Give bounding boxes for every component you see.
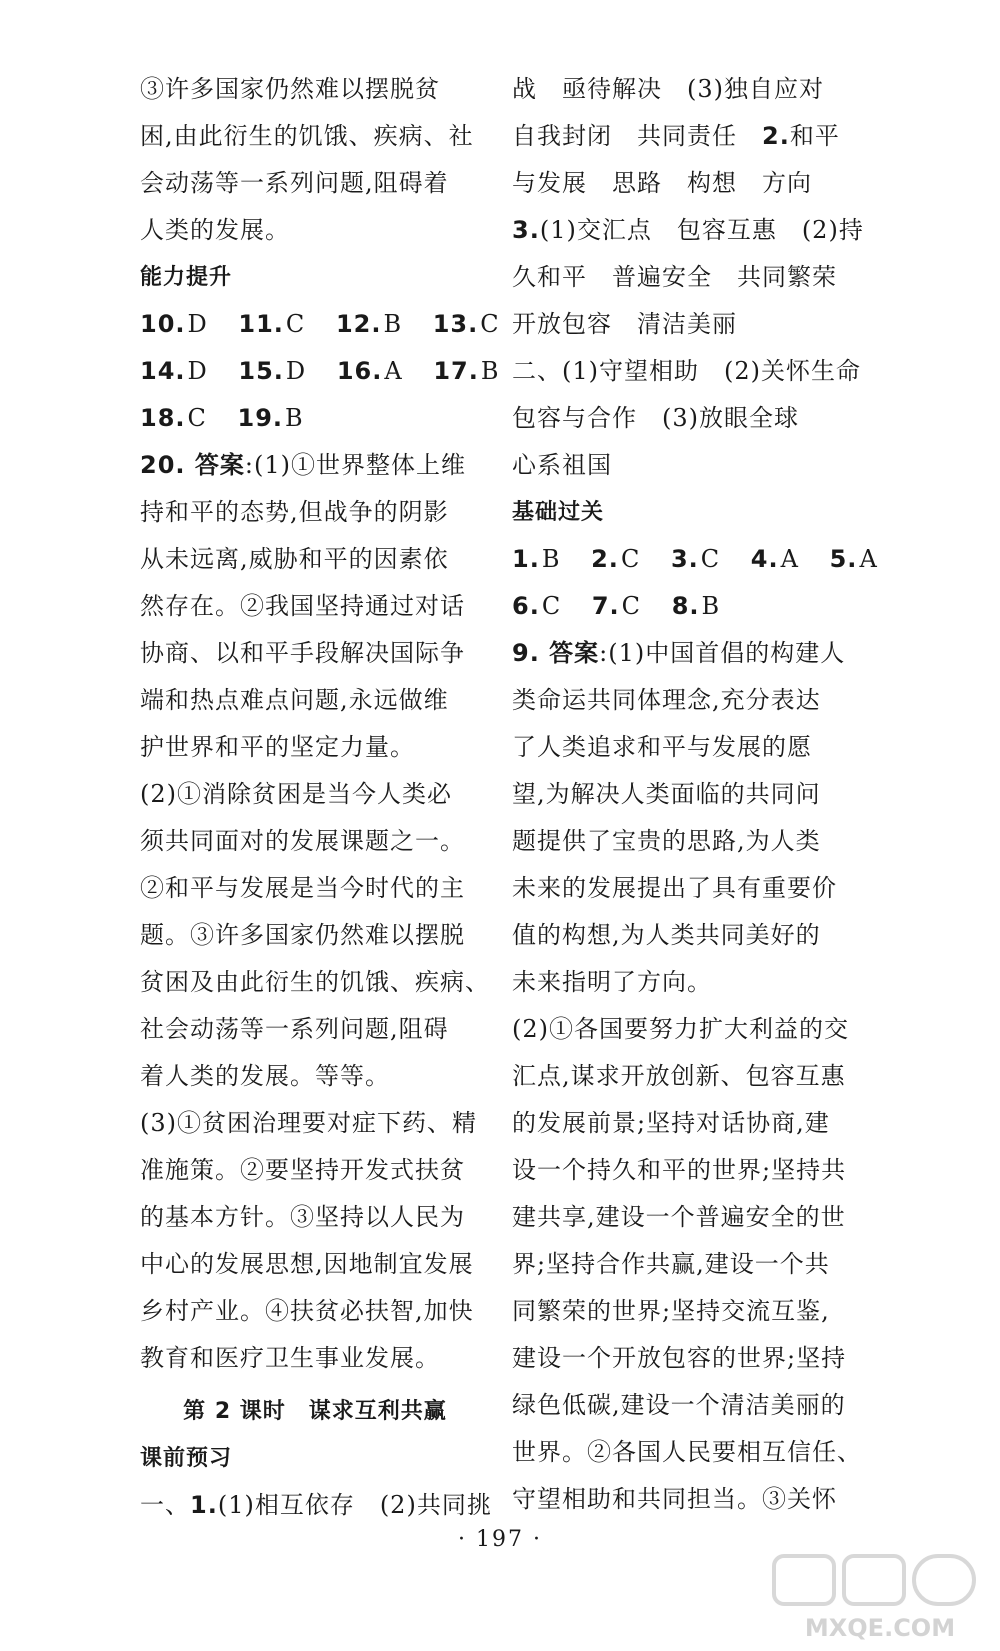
answer-row: 18.C 19.B <box>140 404 304 432</box>
text-line: (2)①消除贫困是当今人类必 <box>140 780 452 808</box>
text-line: 了人类追求和平与发展的愿 <box>512 733 812 761</box>
text-line: 心系祖国 <box>512 451 612 479</box>
text-line: 然存在。②我国坚持通过对话 <box>140 592 465 620</box>
text-line: 值的构想,为人类共同美好的 <box>512 921 821 949</box>
watermark-text: MXQE.COM <box>804 1614 956 1642</box>
text-line: 持和平的态势,但战争的阴影 <box>140 498 449 526</box>
text-line: 护世界和平的坚定力量。 <box>140 733 415 761</box>
text-line: 教育和医疗卫生事业发展。 <box>140 1344 440 1372</box>
text-line: 的基本方针。③坚持以人民为 <box>140 1203 465 1231</box>
text-line: 世界。②各国人民要相互信任、 <box>512 1438 862 1466</box>
question-20-first-line: 20. 答案:(1)①世界整体上维 <box>140 451 466 479</box>
section-heading-preview: 课前预习 <box>140 1446 233 1471</box>
text-line: 社会动荡等一系列问题,阻碍 <box>140 1015 449 1043</box>
text-line: 守望相助和共同担当。③关怀 <box>512 1485 837 1513</box>
answer-row: 6.C 7.C 8.B <box>512 592 721 620</box>
text-line: 建共享,建设一个普遍安全的世 <box>512 1203 846 1231</box>
text-line: 同繁荣的世界;坚持交流互鉴, <box>512 1297 830 1325</box>
text-line: 题。③许多国家仍然难以摆脱 <box>140 921 465 949</box>
text-line: 从未远离,威胁和平的因素依 <box>140 545 449 573</box>
text-line: 与发展 思路 构想 方向 <box>512 169 812 197</box>
text-line: 端和热点难点问题,永远做维 <box>140 686 449 714</box>
text-line: 绿色低碳,建设一个清洁美丽的 <box>512 1391 846 1419</box>
text-line: 协商、以和平手段解决国际争 <box>140 639 465 667</box>
section-heading-basic: 基础过关 <box>512 500 605 525</box>
text-line: 须共同面对的发展课题之一。 <box>140 827 465 855</box>
text-line: 望,为解决人类面临的共同问 <box>512 780 821 808</box>
text-line: 久和平 普遍安全 共同繁荣 <box>512 263 837 291</box>
text-line: 包容与合作 (3)放眼全球 <box>512 404 799 432</box>
question-label: 20. 答案 <box>140 451 245 479</box>
text-line: 战 亟待解决 (3)独自应对 <box>512 75 824 103</box>
text-line: 困,由此衍生的饥饿、疾病、社 <box>140 122 474 150</box>
text-line: 未来指明了方向。 <box>512 968 712 996</box>
text-line: 二、(1)守望相助 (2)关怀生命 <box>512 357 861 385</box>
text-line: 3.(1)交汇点 包容互惠 (2)持 <box>512 216 864 244</box>
text-line: 的发展前景;坚持对话协商,建 <box>512 1109 830 1137</box>
text-line: 开放包容 清洁美丽 <box>512 310 737 338</box>
question-9-first-line: 9. 答案:(1)中国首倡的构建人 <box>512 639 846 667</box>
text-line: 会动荡等一系列问题,阻碍着 <box>140 169 449 197</box>
text-line: 贫困及由此衍生的饥饿、疾病、 <box>140 968 490 996</box>
watermark-logo <box>770 1550 990 1645</box>
text-line: 自我封闭 共同责任 2.和平 <box>512 122 840 150</box>
text-line: 建设一个开放包容的世界;坚持 <box>512 1344 847 1372</box>
text-line: 一、1.(1)相互依存 (2)共同挑 <box>140 1491 492 1519</box>
text-line: 未来的发展提出了具有重要价 <box>512 874 837 902</box>
text-line: 汇点,谋求开放创新、包容互惠 <box>512 1062 846 1090</box>
section-heading-ability: 能力提升 <box>140 265 233 290</box>
text-line: 乡村产业。④扶贫必扶智,加快 <box>140 1297 474 1325</box>
page-number: · 197 · <box>458 1527 542 1552</box>
right-column <box>512 66 878 1523</box>
text-line: 着人类的发展。等等。 <box>140 1062 390 1090</box>
text-line: 类命运共同体理念,充分表达 <box>512 686 821 714</box>
answer-row: 10.D 11.C 12.B 13.C <box>140 310 500 338</box>
text-line: (2)①各国要努力扩大利益的交 <box>512 1015 849 1043</box>
answer-row: 1.B 2.C 3.C 4.A 5.A <box>512 545 878 573</box>
text-line: ③许多国家仍然难以摆脱贫 <box>140 75 440 103</box>
answer-row: 14.D 15.D 16.A 17.B <box>140 357 500 385</box>
left-column <box>140 66 500 1529</box>
text-line: 题提供了宝贵的思路,为人类 <box>512 827 821 855</box>
text-line: (3)①贫困治理要对症下药、精 <box>140 1109 477 1137</box>
question-label: 9. 答案 <box>512 639 600 667</box>
text-line: 设一个持久和平的世界;坚持共 <box>512 1156 847 1184</box>
text-line: 界;坚持合作共赢,建设一个共 <box>512 1250 830 1278</box>
text-line: 准施策。②要坚持开发式扶贫 <box>140 1156 465 1184</box>
text-line: 中心的发展思想,因地制宜发展 <box>140 1250 474 1278</box>
text-line: 人类的发展。 <box>140 216 290 244</box>
text-line: ②和平与发展是当今时代的主 <box>140 874 465 902</box>
lesson-title: 第 2 课时 谋求互利共赢 <box>183 1399 447 1424</box>
